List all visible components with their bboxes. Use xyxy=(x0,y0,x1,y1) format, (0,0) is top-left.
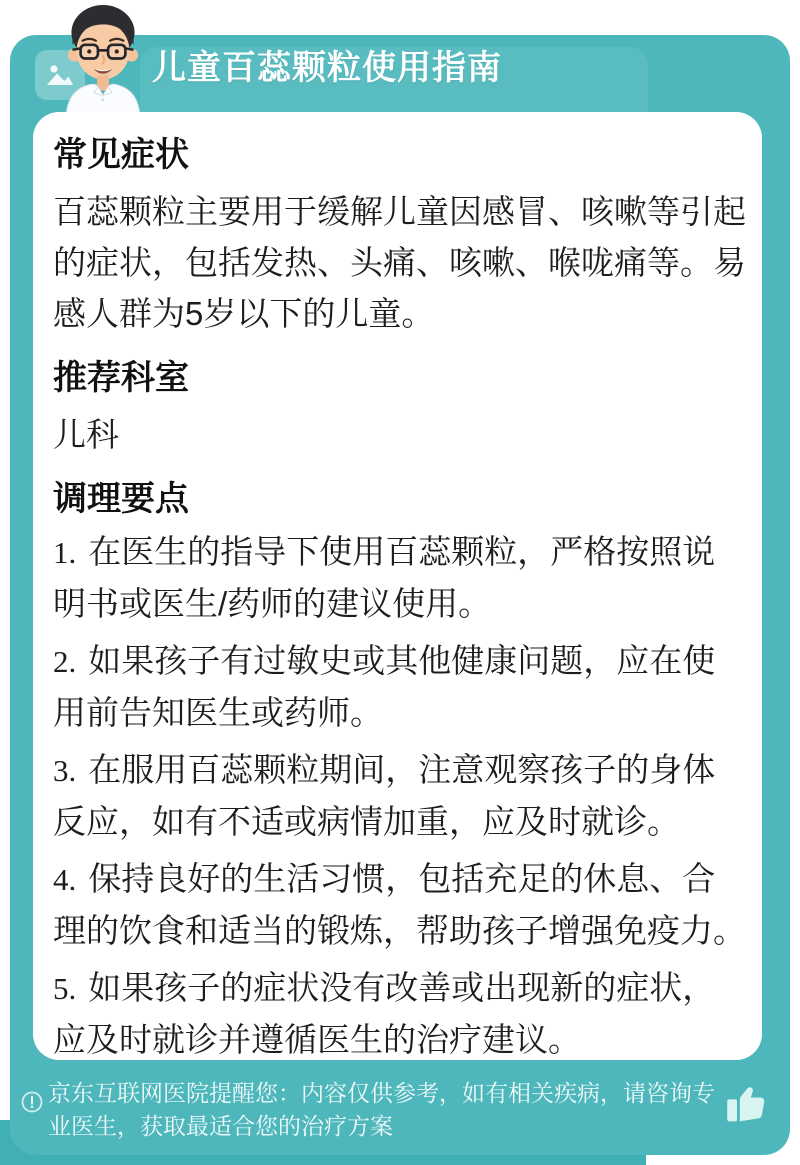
care-item-number: 2. xyxy=(53,644,77,679)
care-item-3 xyxy=(53,744,746,847)
care-item-text: 保持良好的生活习惯，包括充足的休息、合理的饮食和适当的锻炼，帮助孩子增强免疫力。 xyxy=(53,860,746,949)
care-item-number: 3. xyxy=(53,753,77,788)
medication-guide-card xyxy=(10,35,790,1155)
doctor-avatar-graphic xyxy=(58,2,148,114)
care-item-number: 1. xyxy=(53,535,77,570)
thumbs-up-icon[interactable] xyxy=(722,1081,772,1125)
section-heading-department: 推荐科室 xyxy=(53,359,189,397)
care-item-5 xyxy=(53,962,746,1060)
department-text: 儿科 xyxy=(53,416,119,453)
footer-disclaimer: 京东互联网医院提醒您：内容仅供参考，如有相关疾病，请咨询专业医生，获取最适合您的治疗方案 xyxy=(48,1080,715,1139)
section-heading-symptoms: 常见症状 xyxy=(53,136,189,174)
care-item-1 xyxy=(53,526,746,629)
care-item-2 xyxy=(53,635,746,738)
section-heading-care: 调理要点 xyxy=(53,480,189,518)
care-item-text: 在医生的指导下使用百蕊颗粒，严格按照说明书或医生/药师的建议使用。 xyxy=(53,533,716,622)
card-title: 儿童百蕊颗粒使用指南 xyxy=(152,49,502,87)
care-item-number: 5. xyxy=(53,971,77,1006)
doctor-avatar xyxy=(58,2,148,114)
care-item-text: 如果孩子的症状没有改善或出现新的症状，应及时就诊并遵循医生的治疗建议。 xyxy=(53,969,716,1058)
symptoms-text: 百蕊颗粒主要用于缓解儿童因感冒、咳嗽等引起的症状，包括发热、头痛、咳嗽、喉咙痛等。易感人群为5岁以下的儿童。 xyxy=(53,193,746,332)
exclamation-circle-icon xyxy=(20,1090,44,1114)
care-item-number: 4. xyxy=(53,862,77,897)
care-item-text: 如果孩子有过敏史或其他健康问题，应在使用前告知医生或药师。 xyxy=(53,642,716,731)
care-item-text: 在服用百蕊颗粒期间，注意观察孩子的身体反应，如有不适或病情加重，应及时就诊。 xyxy=(53,751,716,840)
card-content xyxy=(33,112,762,1060)
care-item-4 xyxy=(53,853,746,956)
